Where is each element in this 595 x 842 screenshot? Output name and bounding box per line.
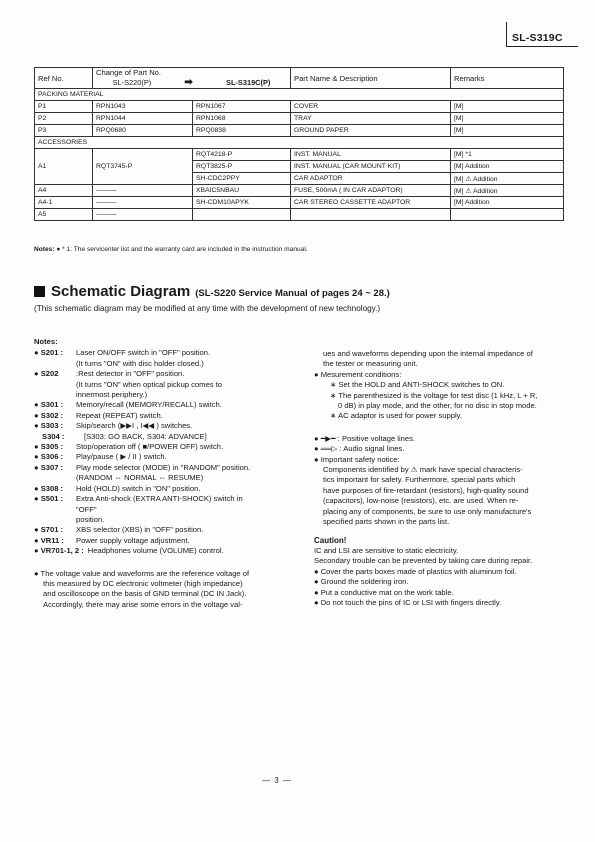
switch-description: Power supply voltage adjustment.	[76, 535, 190, 545]
cell-part-name: TRAY	[291, 113, 451, 125]
caution-list	[314, 567, 566, 609]
switch-description: (RANDOM ⇔ NORMAL ⇔ RESUME)	[76, 473, 204, 483]
table-row	[35, 125, 564, 137]
switch-note	[34, 400, 296, 410]
text-line: ● Put a conductive mat on the work table.	[314, 587, 454, 597]
cell-old-part: ———	[93, 185, 193, 197]
text-line: Secondary trouble can be prevented by taking care during repair.	[314, 556, 533, 566]
text-line: placing any of components, be sure to use only manufacture's	[323, 506, 532, 516]
switch-note	[34, 369, 296, 379]
switch-description: :Rest detector in "OFF" position.	[76, 369, 185, 379]
text-line: have purposes of fire-retardant (resistors), high-quality sound	[323, 485, 529, 495]
cell-ref: A1	[35, 149, 93, 185]
table-row	[35, 101, 564, 113]
text-line: Components identified by ⚠ mark have special characteris-	[323, 465, 523, 475]
switch-note	[34, 546, 296, 556]
switch-description: "OFF"	[76, 504, 97, 514]
section-packing-material: PACKING MATERIAL	[35, 89, 564, 101]
header-rule-horizontal	[506, 46, 578, 47]
text-line: and oscilloscope on the basis of GND terminal (DC IN Jack).	[43, 589, 247, 599]
text-line: ∗ The parenthesized is the voltage for test disc (1 kHz, L + R,	[330, 390, 538, 400]
text-line: Accordingly, there may arise some errors in the voltage val-	[43, 599, 243, 609]
text-line: IC and LSI are sensitive to static electricity.	[314, 545, 459, 555]
measurement-conditions	[314, 380, 566, 422]
header-remarks: Remarks	[451, 68, 564, 89]
switch-note	[34, 348, 296, 358]
safety-notice	[314, 465, 566, 527]
voltage-note-continued	[314, 349, 566, 370]
cell-part-name	[291, 209, 451, 221]
text-line: this measured by DC electronic voltmeter (high impedance)	[43, 578, 243, 588]
cell-remarks: [M]	[451, 125, 564, 137]
cell-part-name: INST. MANUAL (CAR MOUNT KIT)	[291, 161, 451, 173]
switch-note	[34, 390, 296, 400]
caution-text	[314, 546, 566, 567]
switch-description: Repeat (REPEAT) switch.	[76, 410, 163, 420]
table-notes-label: Notes:	[34, 246, 55, 253]
cell-remarks: [M] *1	[451, 149, 564, 161]
switch-description: Hold (HOLD) switch in "ON" position.	[76, 483, 201, 493]
switch-description: XBS selector (XBS) in "OFF" position.	[76, 525, 204, 535]
table-notes	[34, 246, 308, 253]
switch-ref: ● S303 :	[34, 421, 64, 431]
switch-ref	[34, 359, 76, 369]
switch-description: (It turns "ON" with disc holder closed.)	[76, 358, 204, 368]
parts-change-table	[34, 67, 564, 221]
switch-description: Stop/operation off ( ■/POWER OFF) switch.	[76, 442, 224, 452]
text-line: tics important for safety. Furthermore, special parts which	[323, 475, 516, 485]
header-change-old: SL-S220(P)	[112, 78, 152, 87]
text-line: specified parts shown in the parts list.	[323, 517, 450, 527]
text-line: ● Cover the parts boxes made of plastics with aluminum foil.	[314, 566, 517, 576]
table-row	[35, 197, 564, 209]
cell-old-part: RQT3745-P	[93, 149, 193, 185]
cell-new-part: RPN1067	[193, 101, 291, 113]
cell-old-part: RPN1044	[93, 113, 193, 125]
switch-note	[34, 494, 296, 504]
text-line: ∗ AC adaptor is used for power supply.	[330, 411, 463, 421]
switch-ref: ● S501 :	[34, 494, 64, 504]
cell-new-part: SH-CDC2PPY	[193, 173, 291, 185]
header-rule-vertical	[506, 22, 507, 46]
text-line: ● Ground the soldering iron.	[314, 577, 409, 587]
notes-right-column	[314, 349, 566, 608]
cell-ref: A4	[35, 185, 93, 197]
page-number: — 3 —	[262, 776, 292, 785]
switch-ref	[34, 473, 76, 483]
switch-ref: ● S306 :	[34, 452, 64, 462]
switch-ref: ● S701 :	[34, 525, 64, 535]
switch-note	[34, 473, 296, 483]
model-number: SL-S319C	[512, 32, 563, 44]
positive-voltage-legend: ● ━▶━ : Positive voltage lines.	[314, 433, 416, 443]
cell-remarks: [M]	[451, 113, 564, 125]
switch-description: Play/pause ( ▶ / II ) switch.	[76, 452, 167, 462]
header-part-name: Part Name & Description	[291, 68, 451, 89]
header-change-new: SL-S319C(P)	[226, 78, 271, 87]
schematic-subtitle: (SL-S220 Service Manual of pages 24 ~ 28.)	[195, 288, 390, 299]
cell-ref: A4-1	[35, 197, 93, 209]
switch-ref: ● S202	[34, 369, 59, 379]
cell-new-part: SH-CDM10APYK	[193, 197, 291, 209]
text-line: ues and waveforms depending upon the internal impedance of	[323, 349, 533, 358]
switch-note	[34, 432, 296, 442]
cell-part-name: CAR STEREO CASSETTE ADAPTOR	[291, 197, 451, 209]
cell-new-part: RQT3825-P	[193, 161, 291, 173]
schematic-heading	[34, 283, 390, 300]
switch-ref: ● S302 :	[34, 410, 64, 420]
switch-ref: ● VR11 :	[34, 535, 64, 545]
schematic-description: (This schematic diagram may be modified at any time with the development of new technology.)	[34, 304, 381, 313]
switch-note	[34, 380, 296, 390]
table-row	[35, 185, 564, 197]
table-row	[35, 149, 564, 161]
cell-old-part: RPN1043	[93, 101, 193, 113]
cell-part-name: FUSE, 500mA ( IN CAR ADAPTOR)	[291, 185, 451, 197]
cell-remarks: [M] ⚠ Addition	[451, 173, 564, 185]
text-line: ∗ Set the HOLD and ANTI-SHOCK switches to ON.	[330, 380, 505, 390]
switch-description: Play mode selector (MODE) in "RANDOM" position.	[76, 462, 251, 472]
caution-title: Caution!	[314, 535, 347, 545]
text-line: ● Do not touch the pins of IC or LSI with fingers directly.	[314, 597, 502, 607]
arrow-right-icon: ➡	[184, 77, 193, 88]
table-notes-text: ● * 1: The servicenter list and the warranty card are included in the instruction manual.	[56, 246, 308, 253]
switch-note	[34, 515, 296, 525]
cell-part-name: COVER	[291, 101, 451, 113]
text-line: the tester or measuring unit.	[323, 359, 418, 369]
switch-description: Headphones volume (VOLUME) control.	[87, 546, 224, 556]
switch-ref: ● S201 :	[34, 348, 64, 358]
switch-description: (It turns "ON" when optical pickup comes to	[76, 379, 222, 389]
switch-ref: ● VR701-1, 2 :	[34, 546, 84, 556]
header-change-title: Change of Part No.	[93, 68, 291, 78]
measurement-heading: ● Mesurement conditions:	[314, 369, 402, 379]
cell-ref: P3	[35, 125, 93, 137]
switch-description: Laser ON/OFF switch in "OFF" position.	[76, 348, 211, 358]
switch-description: innermost periphery.)	[76, 390, 148, 400]
switch-note	[34, 484, 296, 494]
section-accessories: ACCESSORIES	[35, 137, 564, 149]
cell-new-part: XBAIC5NBAU	[193, 185, 291, 197]
square-bullet-icon	[34, 286, 45, 297]
switch-note	[34, 442, 296, 452]
notes-label: Notes:	[34, 337, 58, 346]
switch-note	[34, 452, 296, 462]
switch-description: Memory/recall (MEMORY/RECALL) switch.	[76, 400, 222, 410]
cell-new-part: RQT4218-P	[193, 149, 291, 161]
cell-old-part: ———	[93, 209, 193, 221]
schematic-title: Schematic Diagram	[51, 283, 191, 300]
text-line: (capacitors), low-noise (resistors), etc. are used. When re-	[323, 496, 519, 506]
switch-note	[34, 463, 296, 473]
cell-remarks: [M]	[451, 101, 564, 113]
cell-old-part: RPQ0680	[93, 125, 193, 137]
text-line: 0 dB) in play mode, and the other, for no disc in stop mode.	[338, 401, 537, 411]
cell-new-part: RPQ0838	[193, 125, 291, 137]
table-row	[35, 209, 564, 221]
cell-remarks: [M] Addition	[451, 197, 564, 209]
header-ref-no: Ref No.	[35, 68, 93, 89]
switch-description: position.	[76, 514, 105, 524]
switch-ref	[34, 515, 76, 525]
switch-description: [S303: GO BACK, S304: ADVANCE]	[84, 431, 207, 441]
switch-ref: ● S307 :	[34, 462, 64, 472]
switch-note	[34, 411, 296, 421]
switch-description: Skip/search (▶▶I , I◀◀ ) switches.	[76, 421, 193, 431]
cell-old-part: ———	[93, 197, 193, 209]
cell-part-name: GROUND PAPER	[291, 125, 451, 137]
switch-ref	[34, 380, 76, 390]
audio-signal-legend: ● ══▷ : Audio signal lines.	[314, 444, 405, 454]
switch-ref: ● S308 :	[34, 483, 64, 493]
cell-ref: A5	[35, 209, 93, 221]
voltage-note	[34, 569, 296, 611]
cell-remarks: [M] ⚠ Addition	[451, 185, 564, 197]
switch-note	[34, 505, 296, 515]
switch-description: Extra Anti-shock (EXTRA ANTI-SHOCK) switch in	[76, 494, 243, 504]
switch-ref	[34, 505, 76, 515]
switch-note	[34, 525, 296, 535]
switch-ref	[34, 390, 76, 400]
cell-remarks	[451, 209, 564, 221]
switch-note	[34, 536, 296, 546]
switch-list	[34, 348, 296, 556]
cell-ref: P2	[35, 113, 93, 125]
cell-new-part	[193, 209, 291, 221]
cell-ref: P1	[35, 101, 93, 113]
notes-left-column	[34, 337, 296, 610]
table-row	[35, 113, 564, 125]
switch-note	[34, 359, 296, 369]
cell-part-name: CAR ADAPTOR	[291, 173, 451, 185]
cell-new-part: RPN1068	[193, 113, 291, 125]
switch-note	[34, 421, 296, 431]
switch-ref: S304 :	[42, 431, 65, 441]
text-line: ● The voltage value and waveforms are the reference voltage of	[34, 568, 250, 578]
header-change-sub	[93, 77, 291, 89]
cell-remarks: [M] Addition	[451, 161, 564, 173]
cell-part-name: INST. MANUAL	[291, 149, 451, 161]
safety-heading: ● Important safety notice:	[314, 454, 400, 464]
switch-ref: ● S301 :	[34, 400, 64, 410]
switch-ref: ● S305 :	[34, 442, 64, 452]
